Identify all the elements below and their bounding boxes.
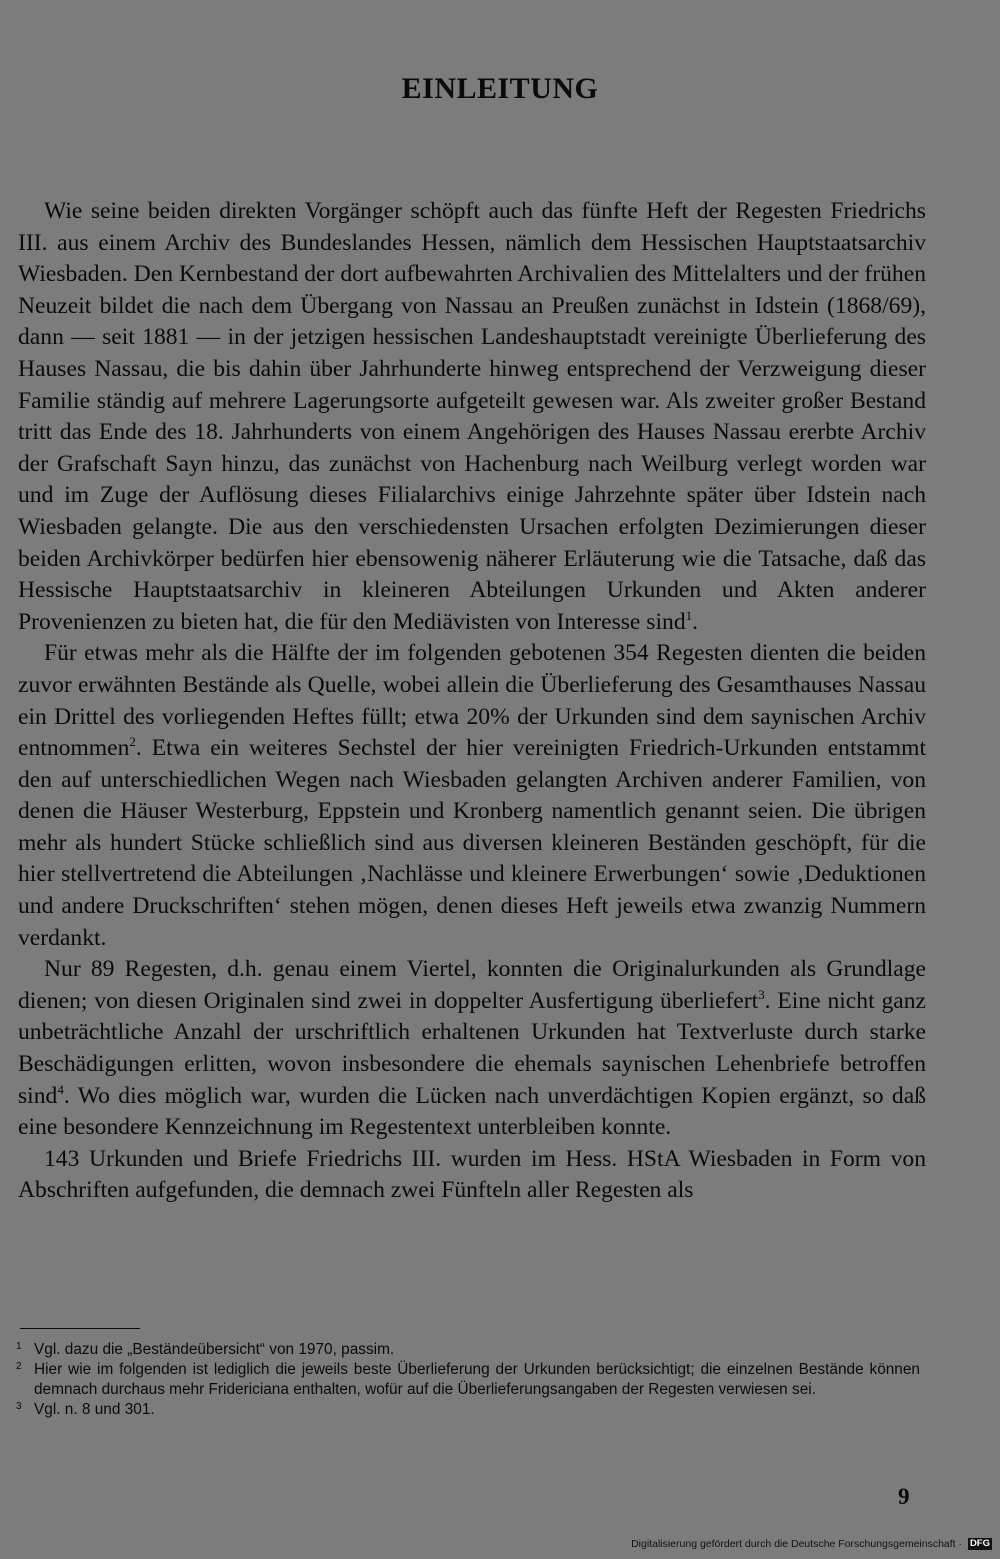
footnotes (16, 1340, 920, 1420)
footnote (16, 1360, 920, 1400)
footnote-separator (20, 1328, 140, 1329)
footnote-marker: 2 (129, 734, 136, 750)
paragraph-text: Nur 89 Regesten, d.h. genau einem Viertel, konnten die Originalurkunden als Grundlage dienen; von diesen Originalen sind zwei in doppelter Ausfertigung überliefert (18, 956, 926, 1014)
paragraph (18, 1144, 926, 1207)
footnote-text: Hier wie im folgenden ist lediglich die jeweils beste Überlieferung der Urkunden berücksichtigt; die einzelnen Bestände können demnach durchaus mehr Fridericiana enthalten, wofür auf die Überlieferungsangaben der Regesten verwiesen sei. (34, 1361, 920, 1398)
paragraph-text: . Wo dies möglich war, wurden die Lücken nach unverdächtigen Kopien ergänzt, so daß eine besondere Kennzeichnung im Regestentext unterbleiben konnte. (18, 1082, 926, 1141)
footnote-marker: 3 (758, 986, 765, 1002)
paragraph (18, 196, 926, 638)
paragraph-text: . Etwa ein weiteres Sechstel der hier vereinigten Friedrich-Urkunden entstammt den auf unterschiedlichen Wegen nach Wiesbaden gelangten Archiven anderer Familien, von denen die Häuser Westerburg, Eppstein und Kronberg namentlich genannt seien. Die übrigen mehr als hundert Stücke schließlich sind aus diversen kleineren Beständen geschöpft, für die hier stellvertretend die Abteilungen ‚Nachlässe und kleinere Erwerbungen‘ sowie ‚Deduktionen und andere Druckschriften‘ stehen mögen, denen dieses Heft jeweils etwa zwanzig Nummern verdankt. (18, 735, 926, 951)
digitization-credit (631, 1538, 992, 1550)
footnote-marker: 1 (685, 607, 693, 623)
footnote-number: 2 (16, 1361, 22, 1372)
footnote-marker: 4 (57, 1081, 64, 1097)
footnote-text: Vgl. dazu die „Beständeübersicht“ von 1970, passim. (34, 1341, 395, 1358)
footnote-number: 1 (16, 1341, 22, 1352)
page-number: 9 (898, 1484, 910, 1509)
paragraph-text: Für etwas mehr als die Hälfte der im folgenden gebotenen 354 Regesten dienten die beiden zuvor erwähnten Bestände als Quelle, wobei allein die Überlieferung des Gesamthauses Nassau ein Drittel des vorliegenden Heftes füllt; etwa 20% der Urkunden sind dem saynischen Archiv entnommen (18, 640, 926, 762)
paragraph (18, 638, 926, 954)
body-text (18, 196, 926, 1207)
footnote-number: 3 (16, 1401, 22, 1412)
footnote (16, 1400, 920, 1420)
footnote-text: Vgl. n. 8 und 301. (34, 1401, 155, 1418)
credit-text: Digitalisierung gefördert durch die Deutsche Forschungsgemeinschaft · (631, 1538, 963, 1550)
footnote (16, 1340, 920, 1360)
paragraph-text: Wie seine beiden direkten Vorgänger schöpft auch das fünfte Heft der Regesten Friedrichs III. aus einem Archiv des Bundeslandes Hessen, nämlich dem Hessischen Hauptstaatsarchiv Wiesbaden. Den Kernbestand der dort aufbewahrten Archivalien des Mittelalters und der frühen Neuzeit bildet die nach dem Übergang von Nassau an Preußen zunächst in Idstein (1868/69), dann — seit 1881 — in der jetzigen hessischen Landeshauptstadt vereinigte Überlieferung des Hauses Nassau, die bis dahin über Jahrhunderte hinweg entsprechend der Verzweigung dieser Familie ständig auf mehrere Lagerungsorte aufgeteilt gewesen war. Als zweiter großer Bestand tritt das Ende des 18. Jahrhunderts von einem Angehörigen des Hauses Nassau ererbte Archiv der Grafschaft Sayn hinzu, das zunächst von Hachenburg nach Weilburg verlegt worden war und im Zuge der Auflösung dieses Filialarchivs einige Jahrzehnte später über Idstein nach Wiesbaden gelangte. Die aus den verschiedensten Ursachen erfolgten Dezimierungen dieser beiden Archivkörper bedürfen hier ebensowenig näherer Erläuterung wie die Tatsache, daß das Hessische Hauptstaatsarchiv in kleineren Abteilungen Urkunden und Akten anderer Provenienzen zu bieten hat, die für den Mediävisten von Interesse sind (18, 198, 926, 635)
paragraph (18, 954, 926, 1144)
chapter-title: EINLEITUNG (401, 72, 599, 105)
paragraph-text: . (692, 608, 699, 635)
paragraph-text: . Eine nicht ganz unbeträchtliche Anzahl der urschriftlich erhaltenen Urkunden hat Textverluste durch starke Beschädigungen erlitten, wovon insbesondere die ehemals saynischen Lehenbriefe betroffen sind (18, 987, 926, 1109)
paragraph-text: 143 Urkunden und Briefe Friedrichs III. wurden im Hess. HStA Wiesbaden in Form von Abschriften aufgefunden, die demnach zwei Fünfteln aller Regesten als (18, 1145, 926, 1204)
dfg-logo: DFG (969, 1538, 990, 1550)
